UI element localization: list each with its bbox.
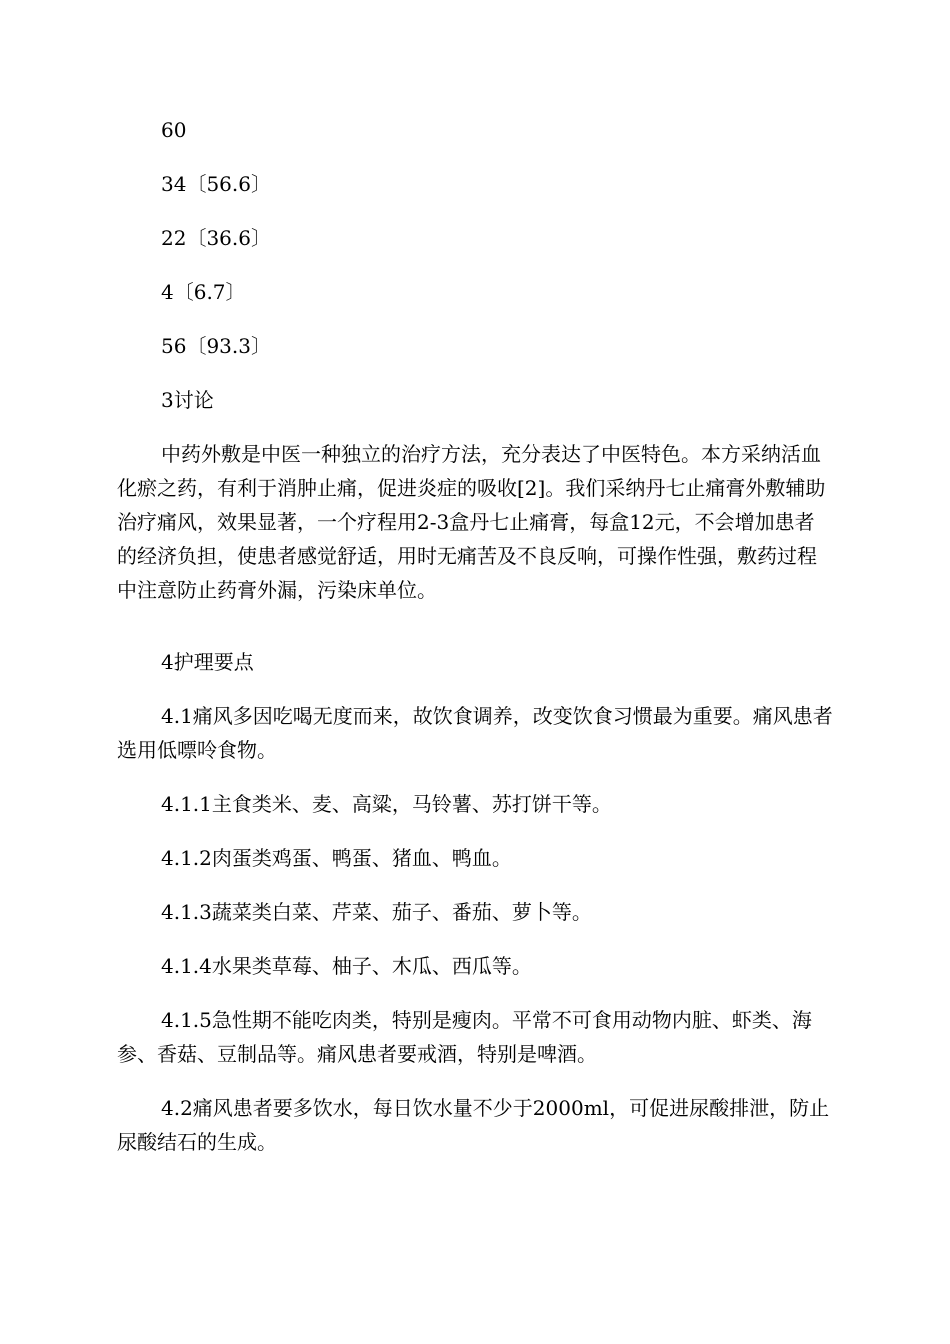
table-value-ineffective: 4〔6.7〕 (161, 280, 246, 304)
paragraph-4-1-4: 4.1.4水果类草莓、柚子、木瓜、西瓜等。 (161, 954, 532, 978)
table-value-effective: 56〔93.3〕 (161, 334, 271, 358)
paragraph-4-1-3: 4.1.3蔬菜类白菜、芹菜、茄子、番茄、萝卜等。 (161, 900, 592, 924)
section-heading-nursing: 4护理要点 (161, 650, 254, 674)
table-value-improved: 22〔36.6〕 (161, 226, 271, 250)
table-value-cured: 34〔56.6〕 (161, 172, 271, 196)
paragraph-4-1-1: 4.1.1主食类米、麦、高粱，马铃薯、苏打饼干等。 (161, 792, 612, 816)
section-heading-discussion: 3讨论 (161, 388, 214, 412)
table-value-total: 60 (161, 118, 187, 142)
paragraph-4-1-2: 4.1.2肉蛋类鸡蛋、鸭蛋、猪血、鸭血。 (161, 846, 512, 870)
paragraph-4-2: 4.2痛风患者要多饮水，每日饮水量不少于2000ml，可促进尿酸排泄，防止尿酸结石的生成。 (117, 1096, 830, 1154)
paragraph-4-1: 4.1痛风多因吃喝无度而来，故饮食调养，改变饮食习惯最为重要。痛风患者选用低嘌呤食物。 (117, 704, 833, 762)
paragraph-4-1-5: 4.1.5急性期不能吃肉类，特别是瘦肉。平常不可食用动物内脏、虾类、海参、香菇、豆制品等。痛风患者要戒酒，特别是啤酒。 (117, 1008, 812, 1066)
paragraph-discussion: 中药外敷是中医一种独立的治疗方法，充分表达了中医特色。本方采纳活血化瘀之药，有利于消肿止痛，促进炎症的吸收[2]。我们采纳丹七止痛膏外敷辅助治疗痛风，效果显著，一个疗程用2-3盒丹七止痛膏，每盒12元，不会增加患者的经济负担，使患者感觉舒适，用时无痛苦及不良反响，可操作性强，敷药过程中注意防止药膏外漏，污染床单位。 (117, 442, 826, 602)
